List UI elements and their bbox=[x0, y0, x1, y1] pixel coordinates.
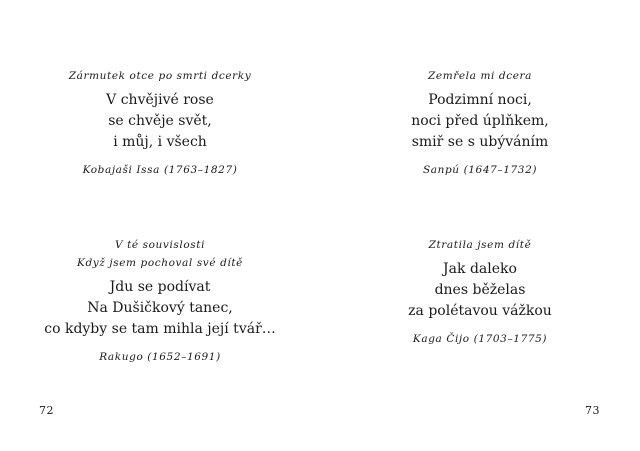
verse-line: se chvěje svět, bbox=[108, 113, 212, 129]
poem-title: V té souvislosti bbox=[114, 239, 206, 251]
verse-line: V chvějivé rose bbox=[106, 92, 214, 108]
verse-line: Jdu se podívat bbox=[109, 279, 211, 295]
poem-title: Zemřela mi dcera bbox=[427, 70, 532, 82]
poem-title: Zármutek otce po smrti dcerky bbox=[68, 70, 252, 82]
poem-author: Kobajaši Issa (1763–1827) bbox=[82, 164, 238, 176]
verse-line: Podzimní noci, bbox=[428, 92, 532, 108]
right-page bbox=[320, 0, 640, 451]
poem-cijo bbox=[320, 238, 640, 346]
verse-line: i můj, i všech bbox=[113, 134, 207, 150]
poem-author: Sanpú (1647–1732) bbox=[422, 164, 538, 176]
verse-line: co kdyby se tam mihla její tvář… bbox=[44, 321, 276, 337]
verse-line: za polétavou vážkou bbox=[408, 303, 552, 319]
poem-verse bbox=[0, 277, 320, 340]
poem-sanpu bbox=[320, 69, 640, 177]
poem-verse bbox=[320, 259, 640, 322]
poem-verse bbox=[320, 90, 640, 153]
verse-line: Jak daleko bbox=[443, 261, 517, 277]
verse-line: smiř se s ubýváním bbox=[411, 134, 549, 150]
verse-line: dnes běželas bbox=[434, 282, 526, 298]
poem-author: Kaga Čijo (1703–1775) bbox=[412, 333, 548, 345]
verse-line: Na Dušičkový tanec, bbox=[87, 300, 233, 316]
poem-title: Ztratila jsem dítě bbox=[428, 239, 532, 251]
poem-subtitle: Když jsem pochoval své dítě bbox=[77, 257, 243, 269]
page-number: 72 bbox=[39, 404, 54, 417]
poem-verse bbox=[0, 90, 320, 153]
poem-issa bbox=[0, 69, 320, 177]
page-number: 73 bbox=[585, 404, 600, 417]
poem-author: Rakugo (1652–1691) bbox=[99, 351, 221, 363]
verse-line: noci před úplňkem, bbox=[411, 113, 549, 129]
poem-rakugo bbox=[0, 238, 320, 364]
